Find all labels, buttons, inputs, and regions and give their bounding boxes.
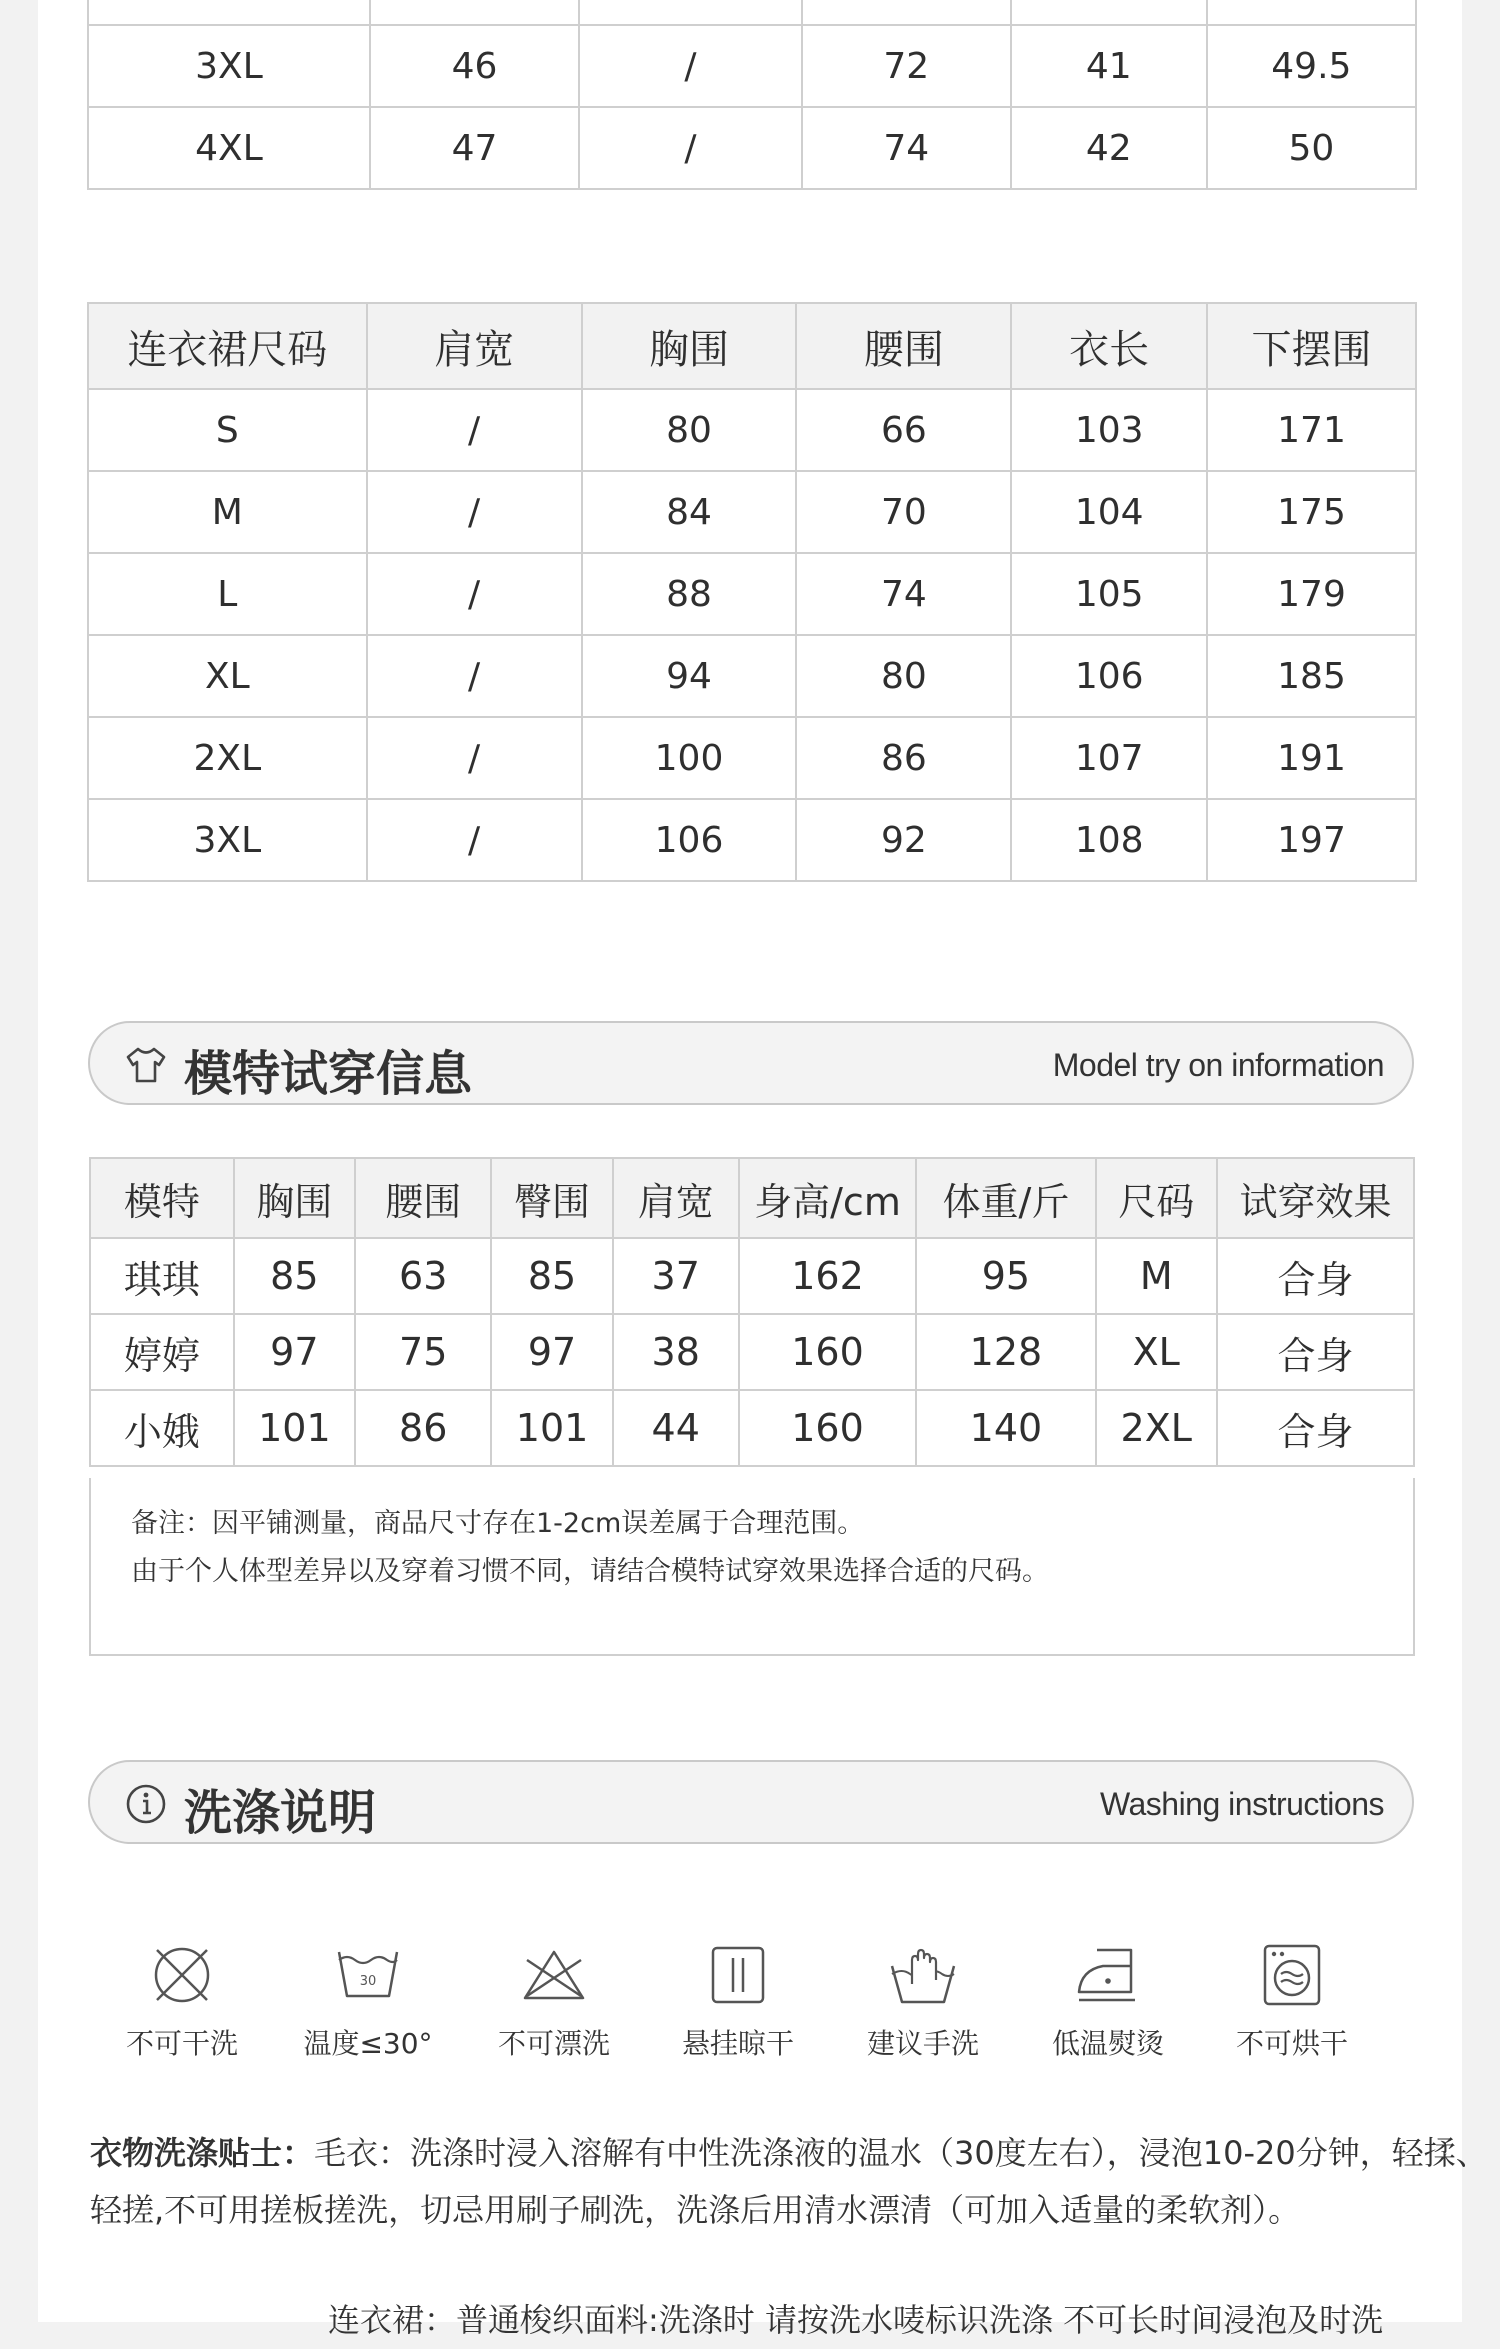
table-cell: 86 bbox=[355, 1390, 491, 1466]
model-note bbox=[89, 1478, 1415, 1656]
table-cell: / bbox=[367, 635, 582, 717]
table-cell: 97 bbox=[234, 1314, 355, 1390]
table-cell: 合身 bbox=[1217, 1238, 1414, 1314]
table-row bbox=[88, 107, 1416, 189]
wash-item-30-degrees: 30 温度≤30° bbox=[288, 1940, 448, 2062]
table-cell: 106 bbox=[582, 799, 797, 881]
table-cell: 84 bbox=[582, 471, 797, 553]
hand-wash-icon bbox=[888, 1940, 958, 2010]
table-cell: 140 bbox=[916, 1390, 1095, 1466]
model-info-title-en: Model try on information bbox=[1052, 1047, 1384, 1083]
table-cell: / bbox=[579, 107, 802, 189]
table-cell: / bbox=[367, 799, 582, 881]
table-cell: / bbox=[579, 25, 802, 107]
header-cell: 身高/cm bbox=[739, 1158, 917, 1238]
tips-lead: 衣物洗涤贴士： bbox=[90, 2134, 315, 2172]
header-cell: 尺码 bbox=[1096, 1158, 1217, 1238]
header-cell: 连衣裙尺码 bbox=[88, 303, 367, 389]
table-cell: 103 bbox=[1011, 389, 1207, 471]
table-cell: 179 bbox=[1207, 553, 1416, 635]
washing-title: 洗涤说明 bbox=[184, 1785, 377, 1841]
table-cell: 合身 bbox=[1217, 1314, 1414, 1390]
table-row bbox=[90, 1238, 1414, 1314]
table-cell bbox=[88, 0, 370, 25]
table-cell: 2XL bbox=[88, 717, 367, 799]
header-cell: 肩宽 bbox=[613, 1158, 739, 1238]
table-cell: 160 bbox=[739, 1314, 917, 1390]
table-row bbox=[88, 25, 1416, 107]
table-cell: 50 bbox=[1207, 107, 1416, 189]
tips-text: 毛衣：洗涤时浸入溶解有中性洗涤液的温水（30度左右），浸泡10-20分钟，轻揉、轻搓,不可用搓板搓洗，切忌用刷子刷洗，洗涤后用清水漂清（可加入适量的柔软剂）。 bbox=[90, 2134, 1488, 2229]
info-icon bbox=[124, 1782, 168, 1826]
low-iron-icon bbox=[1073, 1940, 1143, 2010]
table-cell: 86 bbox=[796, 717, 1011, 799]
table-cell: 85 bbox=[491, 1238, 612, 1314]
table-row bbox=[88, 471, 1416, 553]
table-cell: 185 bbox=[1207, 635, 1416, 717]
table-cell bbox=[370, 0, 579, 25]
hang-dry-icon bbox=[703, 1940, 773, 2010]
table-cell: 171 bbox=[1207, 389, 1416, 471]
table-cell: 100 bbox=[582, 717, 797, 799]
note-line-2: 由于个人体型差异以及穿着习惯不同，请结合模特试穿效果选择合适的尺码。 bbox=[131, 1556, 1049, 1587]
table-cell: 63 bbox=[355, 1238, 491, 1314]
table-cell bbox=[1011, 0, 1207, 25]
table-cell: XL bbox=[88, 635, 367, 717]
table-cell: 41 bbox=[1011, 25, 1207, 107]
header-cell: 臀围 bbox=[491, 1158, 612, 1238]
table-cell: L bbox=[88, 553, 367, 635]
table-cell: 101 bbox=[491, 1390, 612, 1466]
table-cell: 3XL bbox=[88, 799, 367, 881]
model-fitting-table bbox=[89, 1157, 1415, 1467]
model-info-title: 模特试穿信息 bbox=[184, 1046, 473, 1102]
dress-size-table bbox=[87, 302, 1417, 882]
table-cell: 80 bbox=[796, 635, 1011, 717]
table-cell bbox=[1207, 0, 1416, 25]
table-cell: 72 bbox=[802, 25, 1011, 107]
header-cell: 胸围 bbox=[582, 303, 797, 389]
table-cell bbox=[579, 0, 802, 25]
washing-header bbox=[88, 1760, 1414, 1844]
header-cell: 试穿效果 bbox=[1217, 1158, 1414, 1238]
table-cell: 175 bbox=[1207, 471, 1416, 553]
table-cell: 38 bbox=[613, 1314, 739, 1390]
table-row bbox=[90, 1314, 1414, 1390]
table-cell: 42 bbox=[1011, 107, 1207, 189]
table-cell: 2XL bbox=[1096, 1390, 1217, 1466]
table-cell: 80 bbox=[582, 389, 797, 471]
table-cell: 105 bbox=[1011, 553, 1207, 635]
wash-item-no-bleach: 不可漂洗 bbox=[474, 1940, 634, 2062]
table-cell: XL bbox=[1096, 1314, 1217, 1390]
no-bleach-icon bbox=[519, 1940, 589, 2010]
table-cell: 37 bbox=[613, 1238, 739, 1314]
table-cell: 94 bbox=[582, 635, 797, 717]
table-cell: / bbox=[367, 471, 582, 553]
table-cell: 合身 bbox=[1217, 1390, 1414, 1466]
table-cell bbox=[802, 0, 1011, 25]
wash-30-icon bbox=[333, 1940, 403, 2010]
table-cell: 191 bbox=[1207, 717, 1416, 799]
table-row bbox=[88, 717, 1416, 799]
washing-title-en: Washing instructions bbox=[1099, 1786, 1384, 1822]
table-cell: 70 bbox=[796, 471, 1011, 553]
table-cell: 44 bbox=[613, 1390, 739, 1466]
table-cell: / bbox=[367, 389, 582, 471]
no-tumble-dry-icon bbox=[1257, 1940, 1327, 2010]
table-cell: 106 bbox=[1011, 635, 1207, 717]
table-cell: 92 bbox=[796, 799, 1011, 881]
wash-item-no-tumble-dry: 不可烘干 bbox=[1212, 1940, 1372, 2062]
header-cell: 模特 bbox=[90, 1158, 234, 1238]
table-cell: 108 bbox=[1011, 799, 1207, 881]
wash-item-low-iron: 低温熨烫 bbox=[1028, 1940, 1188, 2062]
table-row bbox=[88, 0, 1416, 25]
table-cell: 49.5 bbox=[1207, 25, 1416, 107]
table-row bbox=[88, 389, 1416, 471]
table-cell: 160 bbox=[739, 1390, 917, 1466]
washing-tips-dress: 连衣裙：普通梭织面料:洗涤时 请按洗水唛标识洗涤 不可长时间浸泡及时洗 bbox=[328, 2301, 1384, 2339]
product-detail-page bbox=[38, 0, 1488, 2339]
table-cell: 46 bbox=[370, 25, 579, 107]
table-row bbox=[88, 553, 1416, 635]
table-cell: 88 bbox=[582, 553, 797, 635]
table-cell: 75 bbox=[355, 1314, 491, 1390]
tshirt-icon bbox=[124, 1043, 168, 1087]
header-cell: 胸围 bbox=[234, 1158, 355, 1238]
table-cell: M bbox=[1096, 1238, 1217, 1314]
wash-item-hang-dry: 悬挂晾干 bbox=[658, 1940, 818, 2062]
table-cell: 95 bbox=[916, 1238, 1095, 1314]
table-cell: 66 bbox=[796, 389, 1011, 471]
table-cell: 琪琪 bbox=[90, 1238, 234, 1314]
svg-text:30: 30 bbox=[359, 1974, 377, 1989]
header-cell: 腰围 bbox=[796, 303, 1011, 389]
table-cell: / bbox=[367, 553, 582, 635]
no-dry-clean-icon bbox=[147, 1940, 217, 2010]
header-cell: 体重/斤 bbox=[916, 1158, 1095, 1238]
table-cell: 197 bbox=[1207, 799, 1416, 881]
note-line-1: 备注：因平铺测量，商品尺寸存在1-2cm误差属于合理范围。 bbox=[131, 1508, 865, 1539]
table-cell: 74 bbox=[796, 553, 1011, 635]
wash-item-hand-wash: 建议手洗 bbox=[843, 1940, 1003, 2062]
table-row bbox=[90, 1390, 1414, 1466]
table-cell: S bbox=[88, 389, 367, 471]
table-cell: 4XL bbox=[88, 107, 370, 189]
table-cell: 85 bbox=[234, 1238, 355, 1314]
table-row bbox=[88, 635, 1416, 717]
table-cell: 128 bbox=[916, 1314, 1095, 1390]
table-cell: 小娥 bbox=[90, 1390, 234, 1466]
wash-item-no-dry-clean: 不可干洗 bbox=[102, 1940, 262, 2062]
table-cell: 162 bbox=[739, 1238, 917, 1314]
table-header-row bbox=[90, 1158, 1414, 1238]
table-cell: 104 bbox=[1011, 471, 1207, 553]
table-cell: 107 bbox=[1011, 717, 1207, 799]
header-cell: 衣长 bbox=[1011, 303, 1207, 389]
table-cell: 47 bbox=[370, 107, 579, 189]
table-header-row bbox=[88, 303, 1416, 389]
table-cell: 3XL bbox=[88, 25, 370, 107]
table-row bbox=[88, 799, 1416, 881]
header-cell: 腰围 bbox=[355, 1158, 491, 1238]
table-cell: 101 bbox=[234, 1390, 355, 1466]
table-cell: 97 bbox=[491, 1314, 612, 1390]
model-info-header bbox=[88, 1021, 1414, 1105]
table-cell: / bbox=[367, 717, 582, 799]
header-cell: 肩宽 bbox=[367, 303, 582, 389]
header-cell: 下摆围 bbox=[1207, 303, 1416, 389]
table-cell: 74 bbox=[802, 107, 1011, 189]
table-cell: M bbox=[88, 471, 367, 553]
washing-tips bbox=[90, 2125, 1490, 2239]
size-table-continued bbox=[87, 0, 1417, 190]
table-cell: 婷婷 bbox=[90, 1314, 234, 1390]
